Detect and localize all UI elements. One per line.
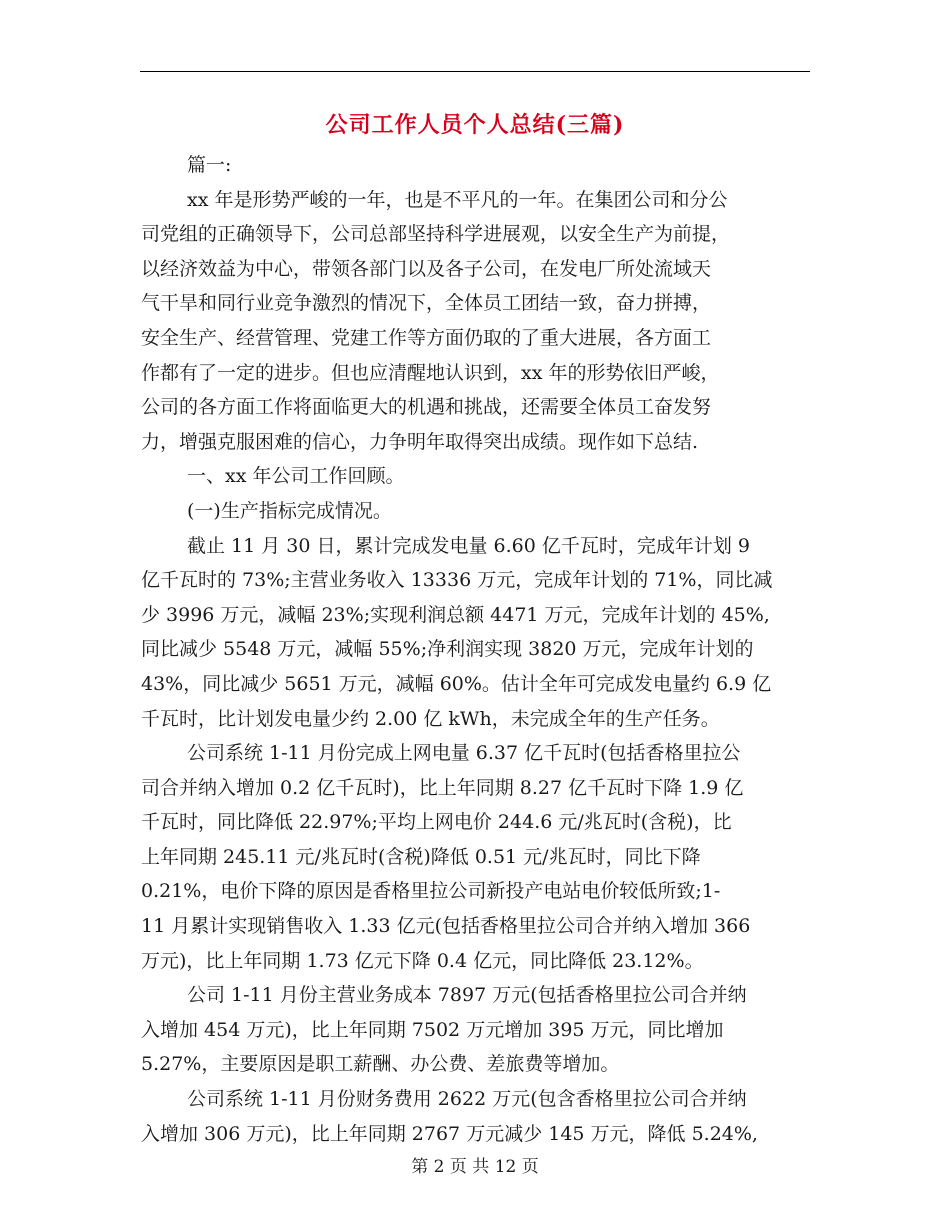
body-line: 万元)，比上年同期 1.73 亿元下降 0.4 亿元，同比降低 23.12%。 [141,949,704,972]
body-line: 力，增强克服困难的信心，力争明年取得突出成绩。现作如下总结. [141,430,699,453]
body-line: 司党组的正确领导下，公司总部坚持科学进展观，以安全生产为前提， [141,223,731,246]
body-line: 公司的各方面工作将面临更大的机遇和挑战，还需要全体员工奋发努 [141,396,712,419]
body-line: 上年同期 245.11 元/兆瓦时(含税)降低 0.51 元/兆瓦时，同比下降 [141,845,701,868]
body-line: 公司系统 1-11 月份完成上网电量 6.37 亿千瓦时(包括香格里拉公 [187,742,741,765]
body-line: 43%，同比减少 5651 万元，减幅 60%。估计全年可完成发电量约 6.9 亿 [141,672,772,695]
body-line: 以经济效益为中心，带领各部门以及各子公司，在发电厂所处流域天 [141,257,712,280]
body-line: 0.21%，电价下降的原因是香格里拉公司新投产电站电价较低所致;1- [141,880,721,903]
body-line: (一)生产指标完成情况。 [187,499,392,522]
page-footer: 第 2 页 共 12 页 [411,1157,539,1177]
body-line: 公司系统 1-11 月份财务费用 2622 万元(包含香格里拉公司合并纳 [187,1088,747,1111]
body-line: 公司 1-11 月份主营业务成本 7897 万元(包括香格里拉公司合并纳 [187,984,747,1007]
body-line: 入增加 306 万元)，比上年同期 2767 万元减少 145 万元，降低 5.24%, [141,1122,758,1145]
body-line: 篇一: [187,154,232,176]
body-line: 同比减少 5548 万元，减幅 55%;净利润实现 3820 万元，完成年计划的 [141,638,754,661]
body-line: 入增加 454 万元)，比上年同期 7502 万元增加 395 万元，同比增加 [141,1018,724,1041]
body-line: 11 月累计实现销售收入 1.33 亿元(包括香格里拉公司合并纳入增加 366 [141,915,751,938]
body-line: 亿千瓦时的 73%;主营业务收入 13336 万元，完成年计划的 71%，同比减 [141,569,773,592]
body-line: 5.27%，主要原因是职工薪酬、办公费、差旅费等增加。 [141,1053,620,1076]
header-rule [140,71,810,72]
body-line: 安全生产、经营管理、党建工作等方面仍取的了重大进展，各方面工 [141,326,712,349]
document-body [141,148,811,1151]
body-line: 少 3996 万元，减幅 23%;实现利润总额 4471 万元，完成年计划的 45%, [141,603,770,626]
body-line: 千瓦时，同比降低 22.97%;平均上网电价 244.6 元/兆瓦时(含税)，比 [141,811,732,834]
document-title: 公司工作人员个人总结(三篇) [325,112,625,138]
body-line: 司合并纳入增加 0.2 亿千瓦时)，比上年同期 8.27 亿千瓦时下降 1.9 亿 [141,776,744,799]
body-line: 气干旱和同行业竞争激烈的情况下，全体员工团结一致，奋力拼搏， [141,292,712,315]
body-line: 作都有了一定的进步。但也应清醒地认识到，xx 年的形势依旧严峻， [141,361,720,384]
body-line: 截止 11 月 30 日，累计完成发电量 6.60 亿千瓦时，完成年计划 9 [187,534,751,557]
body-line: 千瓦时，比计划发电量少约 2.00 亿 kWh，未完成全年的生产任务。 [141,707,720,730]
body-line: xx 年是形势严峻的一年，也是不平凡的一年。在集团公司和分公 [187,188,728,211]
body-line: 一、xx 年公司工作回顾。 [187,465,405,488]
